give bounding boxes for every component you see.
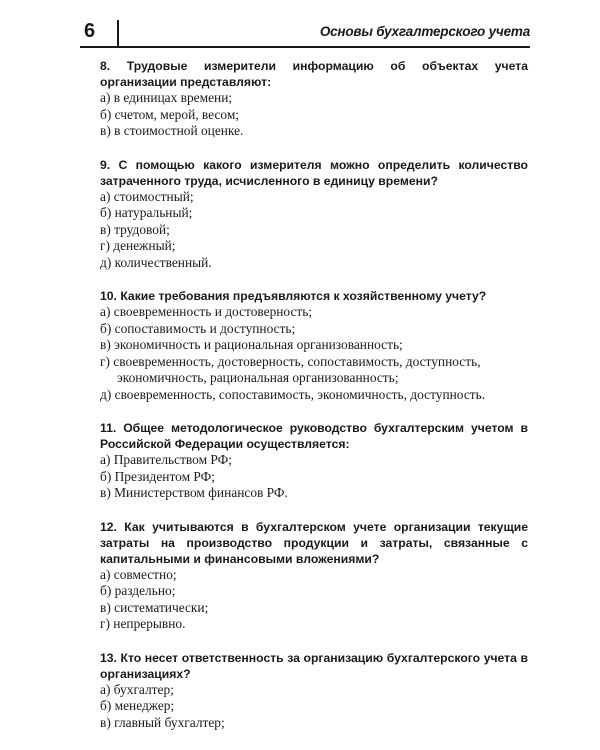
question-11 — [100, 420, 528, 502]
answer-option: в) систематически; — [100, 599, 209, 615]
answer-list — [100, 189, 528, 272]
answer-option: в) в стоимостной оценке. — [100, 123, 244, 138]
page-header — [80, 18, 530, 48]
answer-list — [100, 452, 528, 502]
answer-option: б) раздельно; — [100, 583, 176, 598]
answer-list — [100, 567, 528, 633]
answer-option: в) Министерством финансов РФ. — [100, 485, 288, 500]
answer-option: б) натуральный; — [100, 205, 193, 220]
question-text: 13. Кто несет ответственность за организацию бухгалтерского учета в организациях? — [100, 650, 528, 681]
answer-option: в) трудовой; — [100, 221, 170, 237]
answer-list — [100, 90, 528, 140]
answer-option: б) сопоставимость и доступность; — [100, 320, 296, 336]
question-12 — [100, 519, 528, 633]
question-10 — [100, 288, 528, 403]
question-8 — [100, 58, 528, 140]
answer-option: г) непрерывно. — [100, 616, 186, 631]
answer-option: б) Президентом РФ; — [100, 468, 215, 484]
running-title: Основы бухгалтерского учета — [319, 24, 530, 39]
answer-option: д) количественный. — [100, 254, 212, 270]
question-text: 10. Какие требования предъявляются к хозяйственному учету? — [100, 289, 487, 303]
answer-list — [100, 682, 528, 732]
answer-option: б) менеджер; — [100, 698, 175, 713]
header-divider — [117, 20, 119, 46]
page-number: 6 — [84, 20, 96, 42]
answer-option: а) в единицах времени; — [100, 90, 233, 105]
answer-option: г) своевременность, достоверность, сопоставимость, доступность, экономичность, рациональная организованность; — [100, 353, 481, 385]
question-text: 9. С помощью какого измерителя можно определить количество затраченного труда, исчисленного в единицу времени? — [100, 157, 528, 188]
answer-option: д) своевременность, сопоставимость, экономичность, доступность. — [100, 386, 486, 402]
answer-option: а) своевременность и достоверность; — [100, 304, 313, 319]
answer-option: а) бухгалтер; — [100, 681, 174, 697]
answer-option: б) счетом, мерой, весом; — [100, 106, 240, 122]
answer-list — [100, 304, 528, 403]
answer-option: а) стоимостный; — [100, 188, 194, 204]
answer-option: а) совместно; — [100, 566, 177, 582]
questions-list — [100, 58, 528, 748]
answer-option: г) денежный; — [100, 238, 176, 253]
answer-option: а) Правительством РФ; — [100, 452, 232, 467]
question-text: 11. Общее методологическое руководство бухгалтерским учетом в Российской Федерации осуществляется: — [100, 421, 528, 451]
answer-option: в) экономичность и рациональная организованность; — [100, 337, 403, 352]
question-9 — [100, 157, 528, 272]
question-text: 8. Трудовые измерители информацию об объектах учета организации представляют: — [100, 59, 528, 89]
answer-option: в) главный бухгалтер; — [100, 714, 225, 730]
question-13 — [100, 650, 528, 732]
question-text: 12. Как учитываются в бухгалтерском учете организации текущие затраты на производство продукции и затраты, связанные с капитальными и финансовыми вложениями? — [100, 519, 528, 566]
